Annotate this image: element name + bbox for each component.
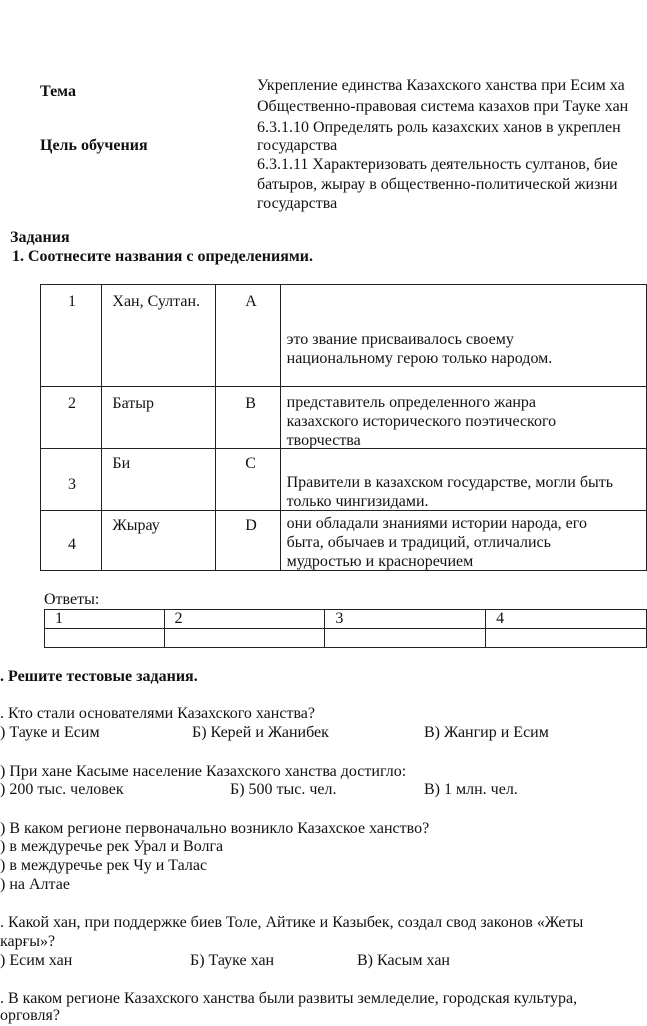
row-definition: представитель определенного жанра казахского исторического поэтического творчества xyxy=(280,387,646,449)
answer-header-3: 3 xyxy=(325,610,486,629)
answer-header-4: 4 xyxy=(486,610,647,629)
row-letter: C xyxy=(216,449,280,511)
row-letter: A xyxy=(216,285,280,387)
row-definition: они обладали знаниями истории народа, его быта, обычаев и традиций, отличались мудростью и красноречием xyxy=(280,511,646,571)
tasks-heading: Задания xyxy=(10,229,70,246)
q2-option-a: ) 200 тыс. человек xyxy=(0,781,124,798)
goal-line-3: 6.3.1.11 Характеризовать деятельность султанов, бие xyxy=(257,156,618,173)
table-row xyxy=(41,285,647,387)
answer-cell-3[interactable] xyxy=(325,629,486,648)
table-row xyxy=(41,511,647,571)
row-number: 2 xyxy=(41,387,102,449)
q3-option-a: ) в междуречье рек Урал и Волга xyxy=(0,838,224,855)
question-3: ) В каком регионе первоначально возникло Казахское ханство? xyxy=(0,820,430,837)
table-row xyxy=(41,449,647,511)
q2-option-b: Б) 500 тыс. чел. xyxy=(230,781,337,798)
row-term: Жырау xyxy=(102,511,216,571)
topic-line-1: Укрепление единства Казахского ханства при Есим ха xyxy=(257,77,625,94)
goal-line-4: батыров, жырау в общественно-политической жизни xyxy=(257,176,618,193)
row-definition: Правители в казахском государстве, могли быть только чингизидами. xyxy=(280,449,646,511)
q2-option-c: В) 1 млн. чел. xyxy=(424,781,518,798)
row-number: 4 xyxy=(41,511,102,571)
answer-header-2: 2 xyxy=(164,610,325,629)
q3-option-b: ) в междуречье рек Чу и Талас xyxy=(0,857,208,874)
answer-cell-2[interactable] xyxy=(164,629,325,648)
row-term: Хан, Султан. xyxy=(102,285,216,387)
answers-table xyxy=(44,609,647,648)
q1-option-a: ) Тауке и Есим xyxy=(0,724,100,741)
answer-header-1: 1 xyxy=(45,610,165,629)
goal-line-1: 6.3.1.10 Определять роль казахских ханов в укреплен xyxy=(257,119,621,136)
matching-table xyxy=(40,284,647,571)
q1-option-c: В) Жангир и Есим xyxy=(424,724,549,741)
row-term: Би xyxy=(102,449,216,511)
q4-option-a: ) Есим хан xyxy=(0,952,73,969)
question-5-line-2: орговля? xyxy=(0,1007,60,1024)
row-definition: это звание присваивалось своему национальному герою только народом. xyxy=(280,285,646,387)
question-5: . В каком регионе Казахского ханства были развиты земледелие, городская культура, xyxy=(0,990,578,1007)
answers-header-row xyxy=(45,610,647,629)
task1-title: 1. Соотнесите названия с определениями. xyxy=(12,248,313,265)
q4-option-b: Б) Тауке хан xyxy=(190,952,275,969)
q3-option-c: ) на Алтае xyxy=(0,876,70,893)
question-2: ) При хане Касыме население Казахского ханства достигло: xyxy=(0,763,407,780)
goal-label: Цель обучения xyxy=(40,137,148,154)
row-term: Батыр xyxy=(102,387,216,449)
answer-cell-1[interactable] xyxy=(45,629,165,648)
goal-line-2: государства xyxy=(257,137,338,154)
question-4-line-2: карғы»? xyxy=(0,933,56,950)
q1-option-b: Б) Керей и Жанибек xyxy=(192,724,329,741)
question-4: . Какой хан, при поддержке биев Толе, Айтике и Казыбек, создал свод законов «Жеты xyxy=(0,914,584,931)
topic-line-2: Общественно-правовая система казахов при Тауке хан xyxy=(257,98,629,115)
answers-input-row xyxy=(45,629,647,648)
table-row xyxy=(41,387,647,449)
row-letter: B xyxy=(216,387,280,449)
row-letter: D xyxy=(216,511,280,571)
task2-title: . Решите тестовые задания. xyxy=(0,668,198,685)
q4-option-c: В) Касым хан xyxy=(357,952,450,969)
row-number: 1 xyxy=(41,285,102,387)
answer-cell-4[interactable] xyxy=(486,629,647,648)
topic-label: Тема xyxy=(40,83,76,100)
goal-line-5: государства xyxy=(257,195,338,212)
row-number: 3 xyxy=(41,449,102,511)
question-1: . Кто стали основателями Казахского ханства? xyxy=(0,705,315,722)
answers-label: Ответы: xyxy=(44,591,100,608)
